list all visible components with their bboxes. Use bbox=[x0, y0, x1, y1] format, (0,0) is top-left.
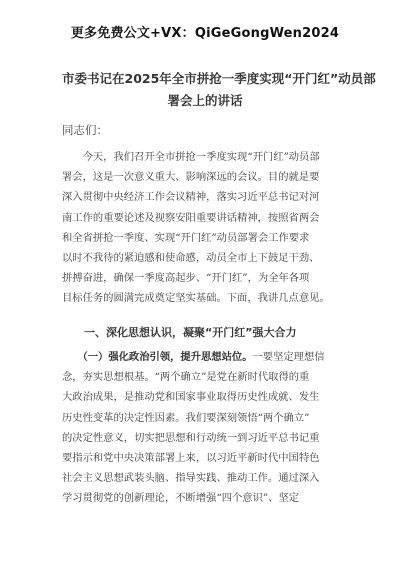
paragraph-line: 南工作的重要论述及视察安阳重要讲话精神，按照省两会 bbox=[62, 211, 320, 224]
subsection-first-line-text: 一要坚定理想信 bbox=[252, 351, 325, 363]
intro-paragraph bbox=[62, 147, 352, 309]
paragraph-line: 社会主义思想武装头脑、指导实践、推动工作。通过深入 bbox=[62, 472, 320, 485]
salutation: 同志们： bbox=[62, 123, 108, 137]
paragraph-line: 拼搏奋进，确保一季度高起步、“开门红”，为全年各项 bbox=[62, 272, 310, 285]
paragraph-line: 学习贯彻党的创新理论，不断增强“四个意识”、坚定 bbox=[62, 492, 300, 505]
watermark-header: 更多免费公文+VX：QiGeGongWen2024 bbox=[70, 26, 340, 41]
title-line-2: 署会上的讲话 bbox=[167, 93, 243, 108]
subsection-heading: （一）强化政治引领，提升思想站位。 bbox=[62, 351, 253, 363]
paragraph-line: 署会，这是一次意义重大、影响深远的会议。目的就是要 bbox=[62, 171, 320, 184]
paragraph-line: 要指示和党中央决策部署上来，以习近平新时代中国特色 bbox=[62, 452, 320, 465]
paragraph-line: 深入贯彻中央经济工作会议精神，落实习近平总书记对河 bbox=[62, 191, 320, 204]
section-heading: 一、深化思想认识，凝聚“开门红”强大合力 bbox=[62, 326, 297, 339]
paragraph-line: 大政治成果，是推动党和国家事业取得历史性成就、发生 bbox=[62, 391, 320, 404]
paragraph-line: 念，夯实思想根基。“两个确立”是党在新时代取得的重 bbox=[62, 371, 310, 384]
paragraph-line bbox=[62, 347, 352, 367]
paragraph-line: 历史性变革的决定性因素。我们要深刻领悟“两个确立” bbox=[62, 411, 310, 424]
paragraph-line: 今天，我们召开全市拼抢一季度实现“开门红”动员部 bbox=[62, 151, 320, 163]
subsection-paragraph bbox=[62, 347, 352, 509]
paragraph-line: 和全省拼抢一季度、实现“开门红”动员部署会工作要求 bbox=[62, 231, 310, 244]
paragraph-line: 以时不我待的紧迫感和使命感，动员全市上下鼓足干劲、 bbox=[62, 252, 320, 265]
paragraph-line: 目标任务的圆满完成奠定坚实基础。下面，我讲几点意见。 bbox=[62, 292, 330, 305]
paragraph-line: 的决定性意义，切实把思想和行动统一到习近平总书记重 bbox=[62, 431, 320, 444]
document-title bbox=[62, 68, 376, 112]
title-line-1: 市委书记在2025年全市拼抢一季度实现“开门红”动员部 bbox=[62, 71, 376, 86]
